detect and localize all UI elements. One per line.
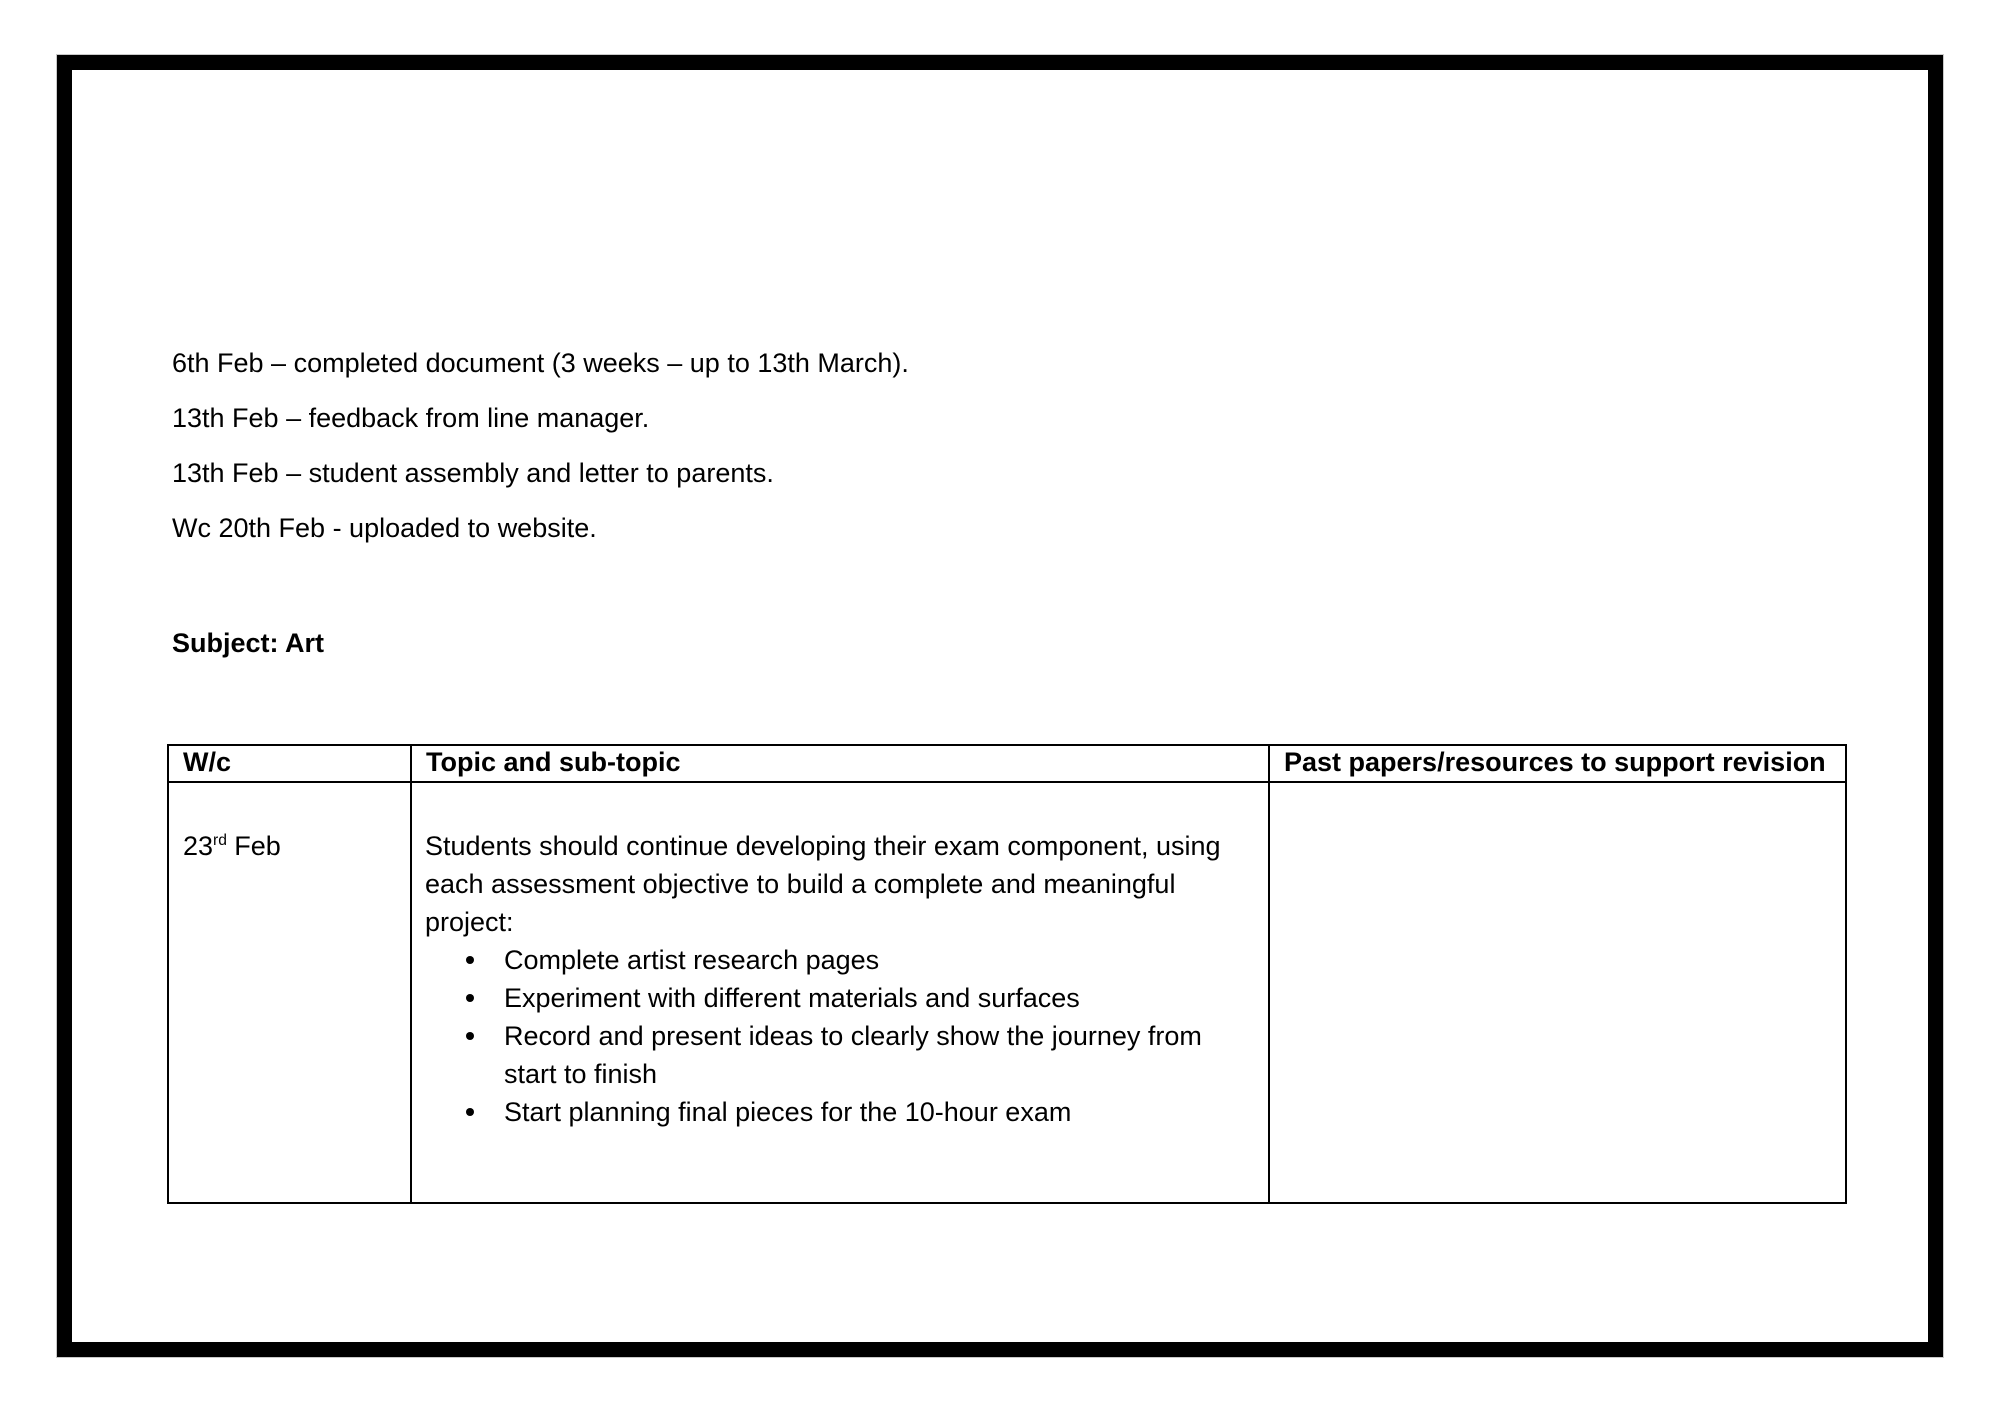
topic-bullet-list bbox=[425, 941, 1258, 1131]
schedule-line: 6th Feb – completed document (3 weeks – up to 13th March). bbox=[172, 348, 909, 378]
header-cell-wc: W/c bbox=[168, 745, 411, 782]
bullet-text: Start planning final pieces for the 10-hour exam bbox=[504, 1097, 1072, 1127]
header-cell-resources: Past papers/resources to support revision bbox=[1269, 745, 1846, 782]
bullet-text: Experiment with different materials and surfaces bbox=[504, 983, 1080, 1013]
bullet-icon bbox=[466, 1108, 474, 1116]
topic-intro-line: Students should continue developing their exam component, using bbox=[425, 831, 1221, 861]
bullet-item bbox=[425, 1017, 1258, 1093]
topic-cell bbox=[411, 782, 1269, 1203]
topic-intro-line: each assessment objective to build a complete and meaningful bbox=[425, 869, 1176, 899]
schedule-paragraphs bbox=[172, 344, 909, 564]
week-date bbox=[183, 831, 281, 861]
bullet-item bbox=[425, 1093, 1258, 1131]
topic-intro-line: project: bbox=[425, 907, 514, 937]
week-day: 23 bbox=[183, 831, 214, 861]
table-body-row bbox=[168, 782, 1846, 1203]
subject-heading: Subject: Art bbox=[172, 628, 325, 658]
table-header-row bbox=[168, 745, 1846, 782]
bullet-icon bbox=[466, 956, 474, 964]
bullet-text: start to finish bbox=[504, 1059, 658, 1089]
week-month: Feb bbox=[234, 831, 281, 861]
bullet-item bbox=[425, 941, 1258, 979]
schedule-line: 13th Feb – student assembly and letter to parents. bbox=[172, 458, 774, 488]
week-ordinal: rd bbox=[213, 832, 227, 849]
header-cell-topic: Topic and sub-topic bbox=[411, 745, 1269, 782]
bullet-text: Complete artist research pages bbox=[504, 945, 880, 975]
week-cell bbox=[168, 782, 411, 1203]
bullet-text: Record and present ideas to clearly show the journey from bbox=[504, 1021, 1202, 1051]
schedule-line: 13th Feb – feedback from line manager. bbox=[172, 403, 650, 433]
schedule-line: Wc 20th Feb - uploaded to website. bbox=[172, 513, 597, 543]
bullet-icon bbox=[466, 1032, 474, 1040]
resources-cell bbox=[1269, 782, 1846, 1203]
bullet-item bbox=[425, 979, 1258, 1017]
bullet-icon bbox=[466, 994, 474, 1002]
revision-table bbox=[167, 744, 1847, 1204]
